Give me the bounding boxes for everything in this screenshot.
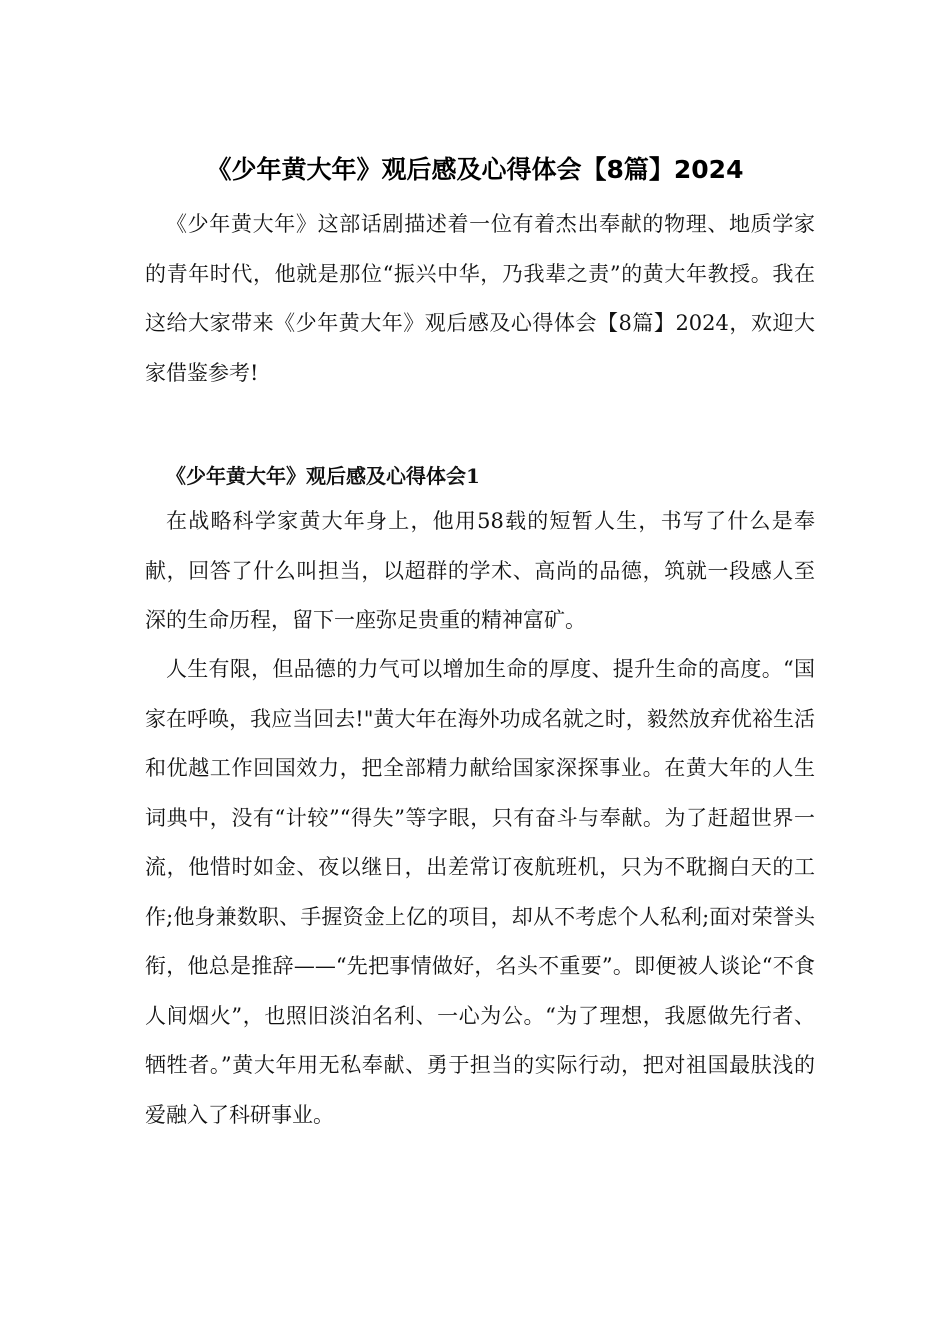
intro-paragraph: 《少年黄大年》这部话剧描述着一位有着杰出奉献的物理、地质学家的青年时代，他就是那位“振兴中华，乃我辈之责”的黄大年教授。我在这给大家带来《少年黄大年》观后感及心得体会【8篇】2024，欢迎大家借鉴参考! [145,212,815,385]
section-heading: 《少年黄大年》观后感及心得体会1 [166,464,480,488]
body-paragraph: 在战略科学家黄大年身上，他用58载的短暂人生，书写了什么是奉献，回答了什么叫担当，以超群的学术、高尚的品德，筑就一段感人至深的生命历程，留下一座弥足贵重的精神富矿。 [145,509,815,632]
document-title: 《少年黄大年》观后感及心得体会【8篇】2024 [206,155,744,184]
body-paragraph: 人生有限，但品德的力气可以增加生命的厚度、提升生命的高度。“国家在呼唤，我应当回去!"黄大年在海外功成名就之时，毅然放弃优裕生活和优越工作回国效力，把全部精力献给国家深探事业。在黄大年的人生词典中，没有“计较”“得失”等字眼，只有奋斗与奉献。为了赶超世界一流，他惜时如金、夜以继日，出差常订夜航班机，只为不耽搁白天的工作;他身兼数职、手握资金上亿的项目，却从不考虑个人私利;面对荣誉头衔，他总是推辞——“先把事情做好，名头不重要”。即便被人谈论“不食人间烟火”，也照旧淡泊名利、一心为公。“为了理想，我愿做先行者、牺牲者。”黄大年用无私奉献、勇于担当的实际行动，把对祖国最肤浅的爱融入了科研事业。 [145,657,815,1127]
